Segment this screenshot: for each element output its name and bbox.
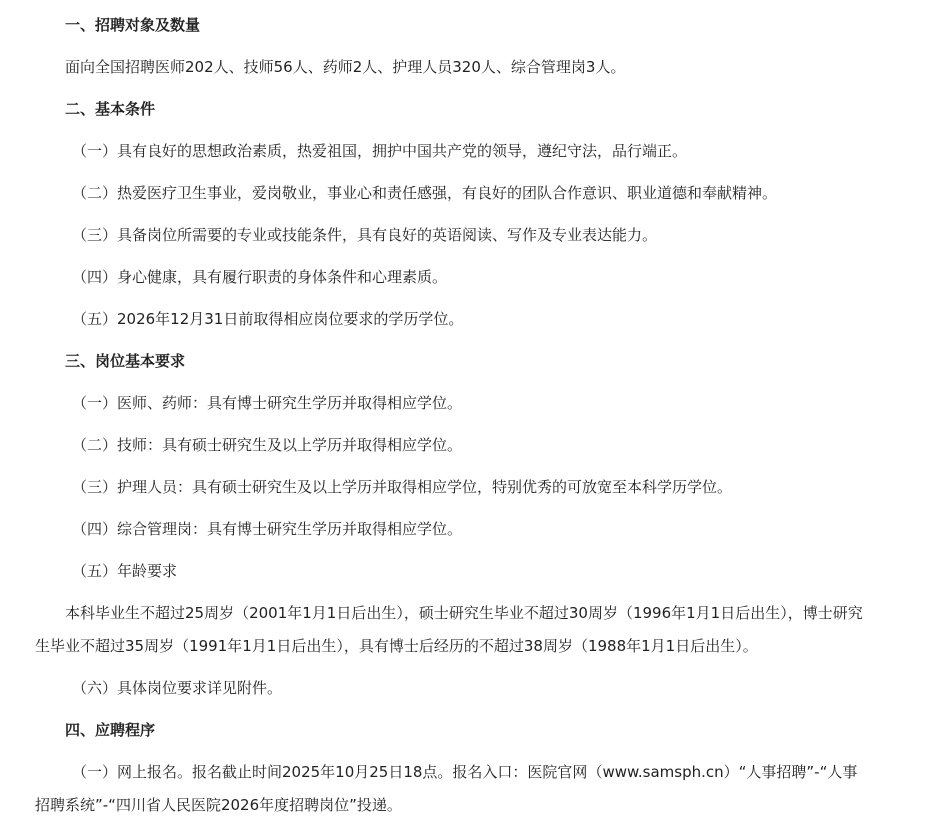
age-requirement-line-1: 本科毕业生不超过25周岁（2001年1月1日后出生），硕士研究生毕业不超过30周岁（1996年1月1日后出生），博士研究: [65, 604, 863, 622]
recruitment-numbers-paragraph: 面向全国招聘医师202人、技师56人、药师2人、护理人员320人、综合管理岗3人。: [65, 58, 626, 76]
requirement-item-6: （六）具体岗位要求详见附件。: [72, 679, 283, 697]
condition-item-4: （四）身心健康，具有履行职责的身体条件和心理素质。: [72, 268, 448, 286]
section-heading-basic-conditions: 二、基本条件: [65, 100, 156, 118]
requirement-item-1: （一）医师、药师：具有博士研究生学历并取得相应学位。: [72, 394, 463, 412]
requirement-item-5: （五）年龄要求: [72, 562, 178, 580]
procedure-line-2: 招聘系统”-“四川省人民医院2026年度招聘岗位”投递。: [35, 796, 402, 814]
condition-item-5: （五）2026年12月31日前取得相应岗位要求的学历学位。: [72, 310, 464, 328]
condition-item-2: （二）热爱医疗卫生事业，爱岗敬业，事业心和责任感强，有良好的团队合作意识、职业道德和奉献精神。: [72, 184, 778, 202]
age-requirement-line-2: 生毕业不超过35周岁（1991年1月1日后出生），具有博士后经历的不超过38周岁（1988年1月1日后出生）。: [35, 637, 758, 655]
procedure-line-1: （一）网上报名。报名截止时间2025年10月25日18点。报名入口：医院官网（www.samsph.cn）“人事招聘”-“人事: [72, 763, 858, 781]
requirement-item-4: （四）综合管理岗：具有博士研究生学历并取得相应学位。: [72, 520, 463, 538]
requirement-item-3: （三）护理人员：具有硕士研究生及以上学历并取得相应学位，特别优秀的可放宽至本科学历学位。: [72, 478, 733, 496]
section-heading-position-requirements: 三、岗位基本要求: [65, 352, 186, 370]
section-heading-recruitment-targets: 一、招聘对象及数量: [65, 16, 201, 34]
condition-item-3: （三）具备岗位所需要的专业或技能条件，具有良好的英语阅读、写作及专业表达能力。: [72, 226, 658, 244]
condition-item-1: （一）具有良好的思想政治素质，热爱祖国，拥护中国共产党的领导，遵纪守法，品行端正。: [72, 142, 688, 160]
section-heading-application-procedure: 四、应聘程序: [65, 721, 156, 739]
requirement-item-2: （二）技师：具有硕士研究生及以上学历并取得相应学位。: [72, 436, 463, 454]
